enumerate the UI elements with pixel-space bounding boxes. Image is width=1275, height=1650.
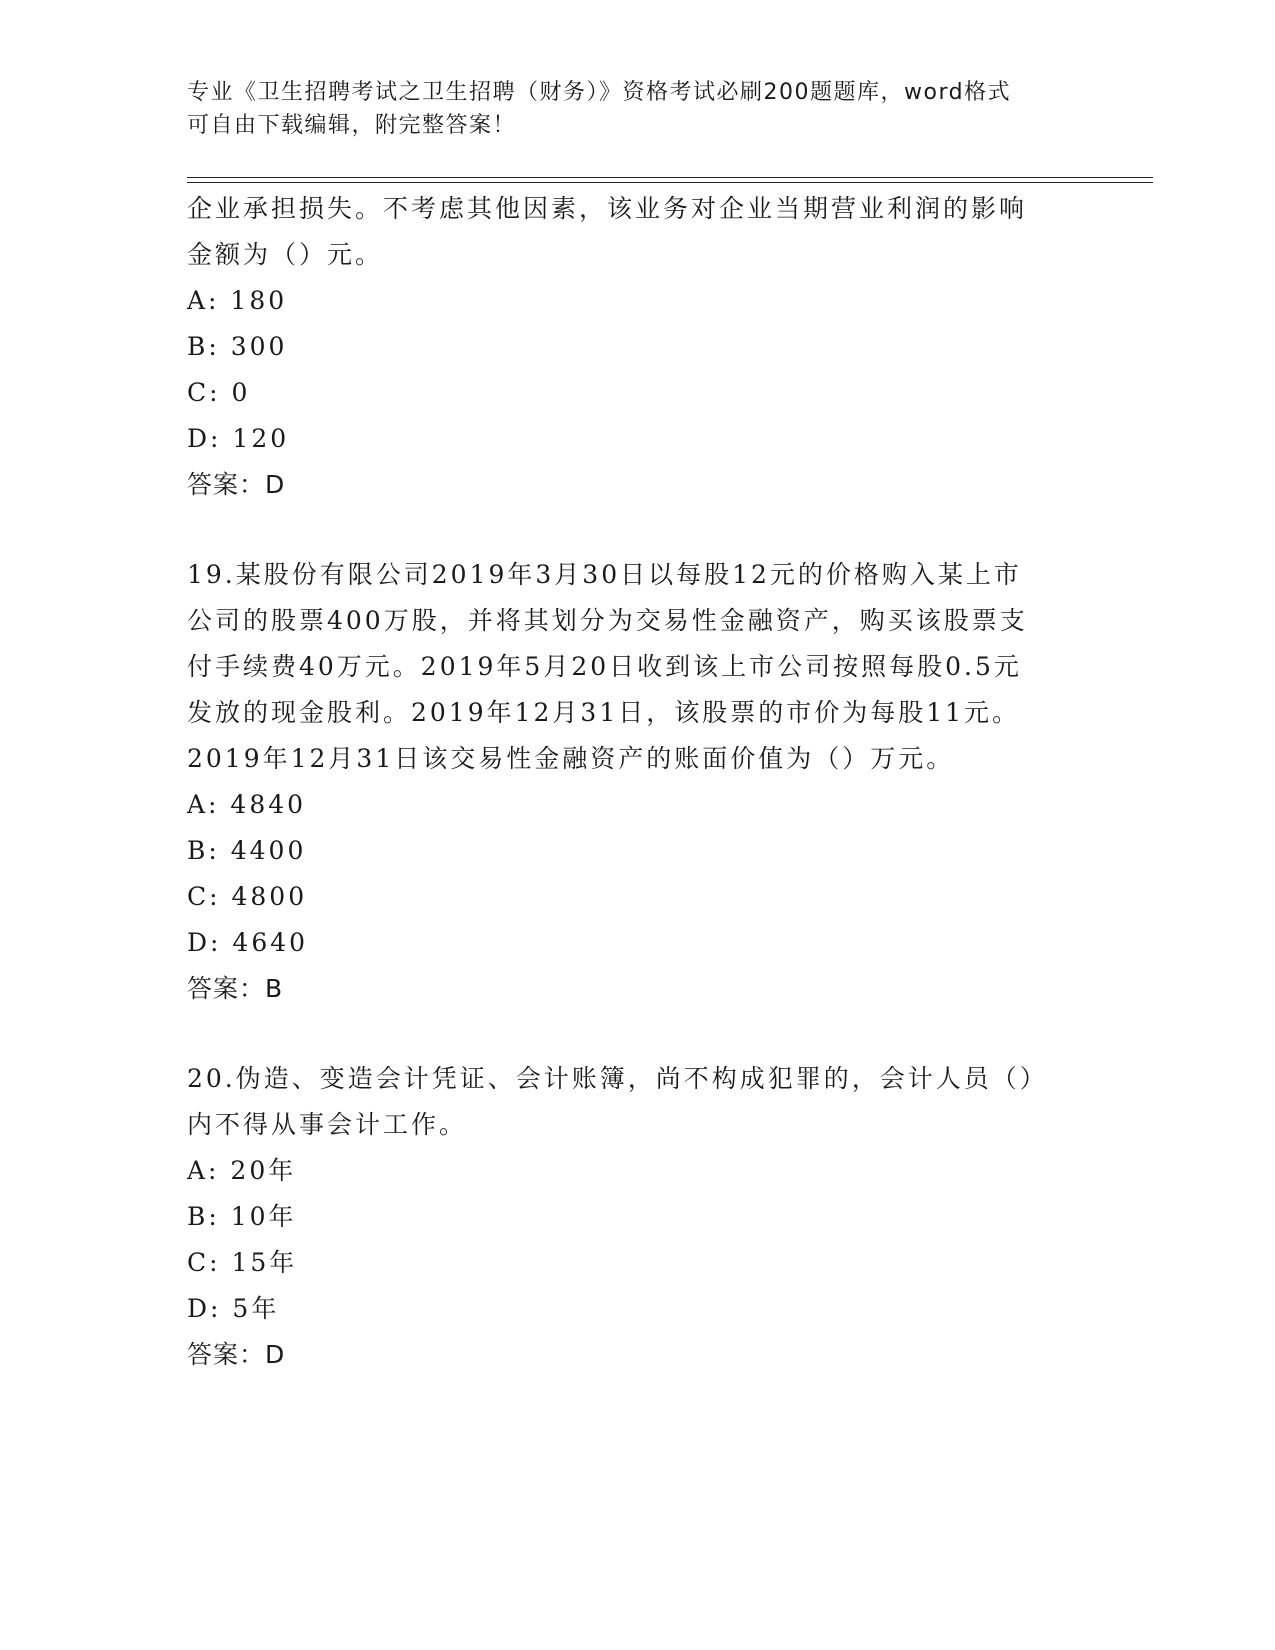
question-stem-line: 金额为（）元。 <box>187 240 384 269</box>
option-a: A: 180 <box>187 286 288 315</box>
header-divider-top <box>187 177 1153 178</box>
option-b: B: 10年 <box>187 1202 297 1231</box>
question-spacer <box>187 508 1087 552</box>
question-item <box>187 552 1087 1012</box>
option-c: C: 4800 <box>187 882 308 911</box>
question-stem-line: 企业承担损失。不考虑其他因素，该业务对企业当期营业利润的影响 <box>187 194 1028 223</box>
option-c: C: 0 <box>187 378 251 407</box>
question-item <box>187 186 1087 508</box>
question-spacer <box>187 1012 1087 1056</box>
document-header <box>187 76 1067 142</box>
option-b: B: 4400 <box>187 836 307 865</box>
option-a: A: 20年 <box>187 1156 297 1185</box>
question-stem-line: 内不得从事会计工作。 <box>187 1110 468 1139</box>
question-stem-line: 付手续费40万元。2019年5月20日收到该上市公司按照每股0.5元 <box>187 652 1022 681</box>
option-d: D: 5年 <box>187 1294 280 1323</box>
option-d: D: 4640 <box>187 928 309 957</box>
question-stem-line: 公司的股票400万股，并将其划分为交易性金融资产，购买该股票支 <box>187 606 1028 635</box>
option-c: C: 15年 <box>187 1248 298 1277</box>
answer-line: 答案：D <box>187 1340 286 1369</box>
question-stem-line: 19.某股份有限公司2019年3月30日以每股12元的价格购入某上市 <box>187 560 1022 589</box>
header-divider-bottom <box>187 182 1153 183</box>
header-title-line-2: 可自由下载编辑，附完整答案！ <box>187 113 517 138</box>
answer-line: 答案：B <box>187 974 284 1003</box>
option-b: B: 300 <box>187 332 288 361</box>
answer-line: 答案：D <box>187 470 286 499</box>
option-a: A: 4840 <box>187 790 307 819</box>
question-stem-line: 2019年12月31日该交易性金融资产的账面价值为（）万元。 <box>187 744 955 773</box>
question-list <box>187 186 1087 1378</box>
question-stem-line: 20.伪造、变造会计凭证、会计账簿，尚不构成犯罪的，会计人员（） <box>187 1064 1048 1093</box>
question-stem-line: 发放的现金股利。2019年12月31日，该股票的市价为每股11元。 <box>187 698 1021 727</box>
header-title-line-1: 专业《卫生招聘考试之卫生招聘（财务）》资格考试必刷200题题库，word格式 <box>187 80 1012 105</box>
question-item <box>187 1056 1087 1378</box>
option-d: D: 120 <box>187 424 290 453</box>
